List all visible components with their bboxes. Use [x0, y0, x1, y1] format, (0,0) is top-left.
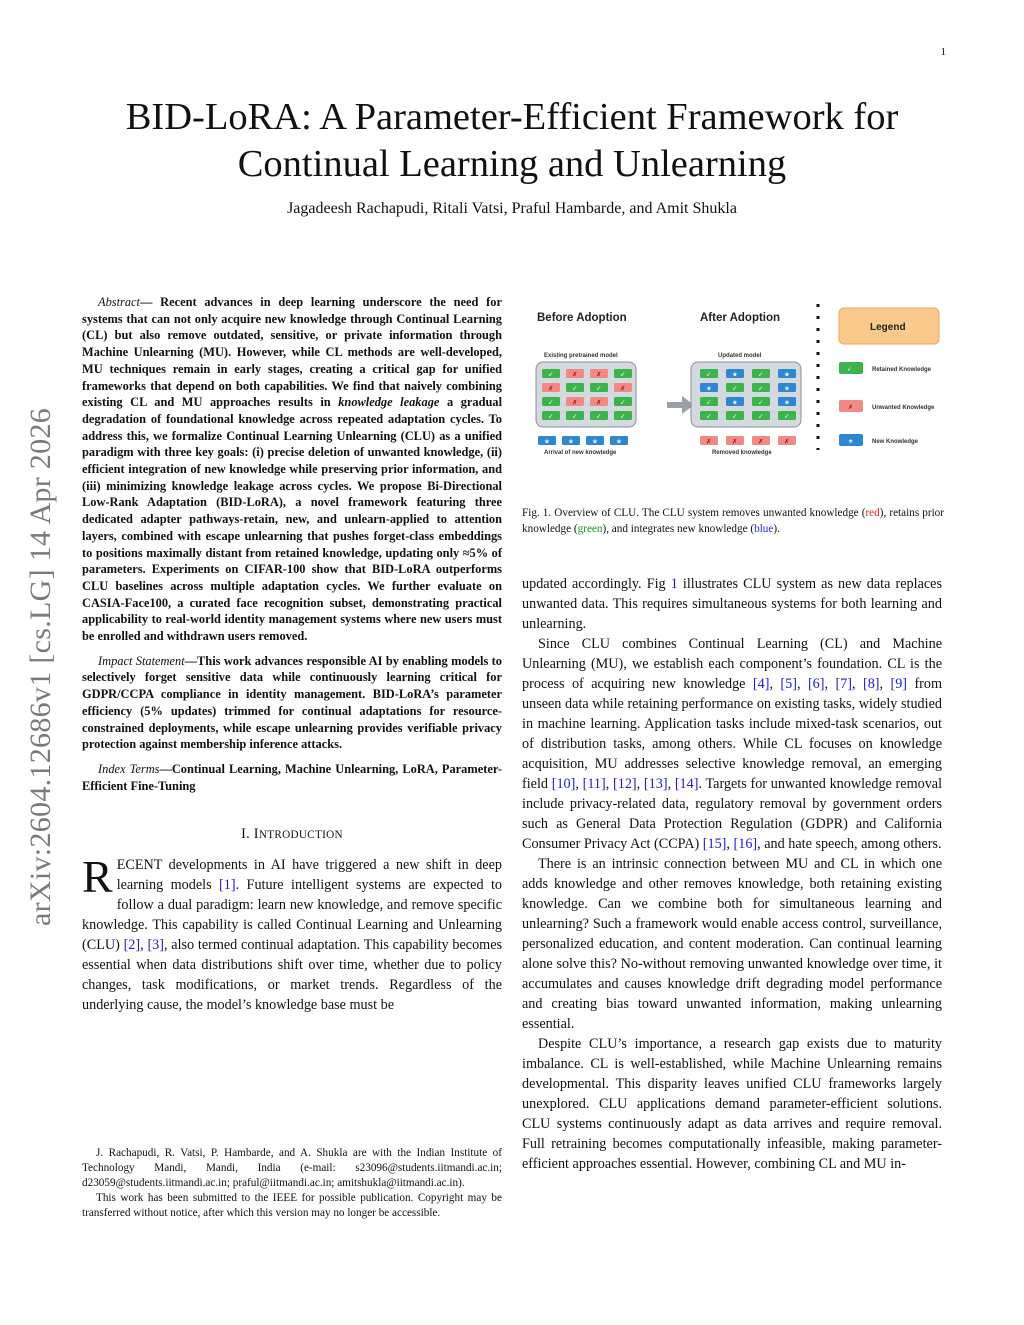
arrival-row — [538, 436, 628, 446]
right-paragraph-2: Since CLU combines Continual Learning (CL) and Machine Unlearning (MU), we establish each component’s foundation. CL is the process of acquiring new knowledge [4], [5], [6], [7], [8], [9] from unseen data while retaining performance on existing tasks, widely studied in machine learning. Application tasks include mixed-task scenarios, out of distribution tasks, among others. While CL focuses on knowledge acquisition, MU addresses selective knowledge removal, an emerging field [10], [11], [12], [13], [14]. Targets for unwanted knowledge removal include privacy-related data, regulatory removal by government orders such as General Data Protection Regulation (GDPR) and California Consumer Privacy Act (CCPA) [15], [16], and hate speech, among others. — [522, 636, 943, 852]
star-icon: ★ — [544, 437, 550, 446]
figure-1 — [522, 290, 946, 470]
removed-row — [700, 436, 796, 446]
page-number: 1 — [940, 46, 946, 58]
arrow-icon — [667, 396, 694, 414]
text: Since CLU combines Continual Learning (CL) and Machine Unlearning (MU), we establish each component’s foundation. CL is the process of acquiring new knowledge — [522, 636, 942, 692]
right-column — [522, 574, 942, 1174]
title-line-1: BID-LoRA: A Parameter-Efficient Framework for — [125, 96, 899, 138]
abstract — [82, 294, 502, 645]
footnote-copyright: This work has been submitted to the IEEE for possible publication. Copyright may be transferred without notice, after which this version may no longer be accessible. — [82, 1192, 502, 1219]
check-icon: ✓ — [620, 398, 626, 407]
footnote-affiliation: J. Rachapudi, R. Vatsi, P. Hambarde, and A. Shukla are with the Indian Institute of Technology Mandi, Mandi, India (e-mail: s23096@students.iitmandi.ac.in; d23059@students.iitmandi.ac.in; praful@iitmandi.ac.in; amitshukla@iitmandi.ac.in). — [82, 1147, 502, 1189]
star-icon: ★ — [732, 370, 738, 379]
check-icon: ✓ — [596, 412, 602, 421]
star-icon: ★ — [732, 398, 738, 407]
caption-text-1: Fig. 1. Overview of CLU. The CLU system removes unwanted knowledge ( — [522, 507, 866, 519]
caption-text-2: ), retains prior knowledge ( — [522, 507, 945, 535]
index-terms-lead: Index Terms — [98, 761, 160, 776]
citation-link[interactable]: [13] — [643, 776, 668, 792]
legend-title: Legend — [870, 322, 906, 333]
citation-link[interactable]: [16] — [733, 836, 758, 852]
check-icon: ✓ — [706, 370, 712, 379]
citation-link[interactable]: [10] — [551, 776, 576, 792]
abstract-body-2: a gradual degradation of foundational knowledge across repeated adaptation cycles. To address this, we formalize Continual Learning Unlearning (CLU) as a unified paradigm with three key goals: (i) precise deletion of unwanted knowledge, (ii) efficient integration of new knowledge while preserving prior information, and (iii) minimizing knowledge leakage across cycles. We propose Bi-Directional Low-Rank Adaptation (BID-LoRA), a novel framework featuring three dedicated adapter pathways-retain, new, and unlearn-applied to attention layers, combined with escape unlearning that pushes forget-class embeddings to positions maximally distant from retained knowledge, updating only ≈5% of parameters. Experiments on CIFAR-100 show that BID-LoRA outperforms CLU baselines across multiple adaptation cycles. We further evaluate on CASIA-Face100, a curated face recognition subset, demonstrating practical applicability to real-world identity management systems where new users must be enrolled and withdrawn users removed. — [82, 395, 503, 644]
cross-icon: ✗ — [596, 370, 602, 379]
citation-link[interactable]: [14] — [674, 776, 699, 792]
abstract-italic: knowledge leakage — [338, 395, 440, 410]
text: . Targets for unwanted knowledge removal include privacy-related data, regulatory removal by government orders such as General Data Protection Regulation (GDPR) and California Consumer Privacy Act (CCPA) — [522, 776, 943, 852]
star-icon: ★ — [848, 438, 854, 445]
star-icon: ★ — [784, 370, 790, 379]
citation-link[interactable]: [3] — [147, 937, 164, 954]
text: from unseen data while retaining performance on existing tasks, widely studied in machine learning. Application tasks include mixed-task scenarios, out of distribution tasks, among others. While CL focuses on knowledge acquisition, MU addresses selective knowledge removal, an emerging field — [522, 676, 943, 792]
title-line-2: Continual Learning and Unlearning — [237, 143, 787, 185]
star-icon: ★ — [784, 398, 790, 407]
footnote — [82, 1146, 502, 1221]
removed-label: Removed knowledge — [712, 450, 772, 456]
check-icon: ✓ — [548, 398, 554, 407]
star-icon: ★ — [784, 384, 790, 393]
caption-blue: blue — [754, 522, 774, 535]
check-icon: ✓ — [847, 366, 853, 373]
star-icon: ★ — [706, 384, 712, 393]
cross-icon: ✗ — [706, 437, 712, 446]
cross-icon: ✗ — [572, 370, 578, 379]
impact-statement — [82, 653, 502, 753]
drop-cap: R — [82, 851, 113, 903]
legend-new-label: New Knowledge — [872, 439, 919, 445]
existing-model-label: Existing pretrained model — [544, 353, 618, 359]
cross-icon: ✗ — [784, 437, 790, 446]
impact-body: —This work advances responsible AI by enabling models to selectively forget sensitive data while continuously learning critical for GDPR/CCPA compliance in identity management. BID-LoRA’s parameter efficiency (5% updates) trimmed for continual adaptations for resource-constrained deployments, while escape unlearning provides verifiable privacy protection against membership inference attacks. — [82, 653, 502, 752]
check-icon: ✓ — [758, 412, 764, 421]
caption-red: red — [865, 507, 880, 519]
check-icon: ✓ — [620, 370, 626, 379]
legend-retained-label: Retained Knowledge — [872, 367, 932, 373]
citation-link[interactable]: [4] — [752, 676, 770, 692]
citation-link[interactable]: [5] — [780, 676, 797, 692]
caption-text-4: ). — [773, 522, 780, 535]
citation-link[interactable]: [6] — [807, 676, 825, 692]
figure-caption — [522, 506, 944, 537]
citation-link[interactable]: [15] — [702, 836, 727, 852]
intro-text-4: , also termed continual adaptation. This capability becomes essential when data distributions shift over time, whether due to policy changes, task modifications, or market trends. Regardless of the underlying cause, the model’s knowledge base must be — [82, 937, 503, 1014]
figure-reference-link[interactable]: 1 — [670, 576, 678, 592]
section-title-rest: NTRODUCTION — [258, 829, 343, 842]
arxiv-identifier-text: arXiv:2604.12686v1 [cs.LG] 14 Apr 2026 — [24, 407, 57, 927]
section-first-letter: I — [253, 826, 259, 843]
check-icon: ✓ — [572, 412, 578, 421]
citation-link[interactable]: [1] — [219, 877, 236, 894]
clu-overview-diagram — [522, 290, 946, 470]
cross-icon: ✗ — [548, 384, 554, 393]
text: illustrates CLU system as new data replaces unwanted data. This requires simultaneous systems for both learning and unlearning. — [522, 576, 942, 632]
paper-title — [0, 94, 1024, 188]
citation-link[interactable]: [7] — [835, 676, 852, 692]
left-column — [82, 294, 502, 1015]
check-icon: ✓ — [758, 384, 764, 393]
intro-text-2: . Future intelligent systems are expected to follow a dual paradigm: learn new knowledge, and remove specific knowledge. This capability is called Continual Learning and Unlearning (CLU) — [82, 877, 503, 954]
arrival-label: Arrival of new knowledge — [544, 450, 617, 456]
caption-text-3: ), and integrates new knowledge ( — [602, 522, 755, 535]
intro-text-1: ECENT developments in AI have triggered a new shift in deep learning models — [116, 857, 502, 894]
right-paragraph-4: Despite CLU’s importance, a research gap exists due to maturity imbalance. CL is well-established, while Machine Unlearning remains developmental. This disparity leaves unified CLU frameworks largely unexplored. CLU applications demand parameter-efficient solutions. CLU systems continuously adapt as data arrives and require removal. Full retraining becomes computationally infeasible, making parameter-efficient approaches essential. However, combining CL and MU in- — [522, 1036, 942, 1172]
star-icon: ★ — [568, 437, 574, 446]
caption-green: green — [577, 522, 603, 535]
check-icon: ✓ — [620, 412, 626, 421]
check-icon: ✓ — [548, 370, 554, 379]
cross-icon: ✗ — [758, 437, 764, 446]
star-icon: ★ — [592, 437, 598, 446]
check-icon: ✓ — [572, 384, 578, 393]
cross-icon: ✗ — [572, 398, 578, 407]
cross-icon: ✗ — [596, 398, 602, 407]
check-icon: ✓ — [706, 398, 712, 407]
check-icon: ✓ — [758, 398, 764, 407]
check-icon: ✓ — [548, 412, 554, 421]
check-icon: ✓ — [784, 412, 790, 421]
abstract-lead: Abstract — [98, 295, 140, 309]
author-list: Jagadeesh Rachapudi, Ritali Vatsi, Praful Hambarde, and Amit Shukla — [287, 200, 737, 217]
legend-unwanted-label: Unwanted Knowledge — [872, 405, 935, 411]
arxiv-identifier — [8, 372, 74, 962]
section-heading-introduction — [82, 824, 502, 845]
check-icon: ✓ — [706, 412, 712, 421]
after-adoption-label: After Adoption — [700, 312, 781, 324]
citation-link[interactable]: [9] — [890, 676, 908, 692]
cross-icon: ✗ — [848, 404, 854, 411]
citation-link[interactable]: [11] — [582, 776, 606, 792]
text: , and hate speech, among others. — [757, 836, 942, 852]
check-icon: ✓ — [596, 384, 602, 393]
intro-text-3: , — [140, 937, 148, 954]
section-number: I. — [241, 826, 254, 843]
citation-link[interactable]: [12] — [613, 776, 637, 792]
index-terms — [82, 761, 502, 794]
index-terms-body: —Continual Learning, Machine Unlearning, LoRA, Parameter-Efficient Fine-Tuning — [82, 761, 502, 793]
citation-link[interactable]: [8] — [862, 676, 880, 692]
star-icon: ★ — [616, 437, 622, 446]
text: updated accordingly. Fig — [522, 576, 671, 592]
citation-link[interactable]: [2] — [123, 937, 141, 954]
check-icon: ✓ — [758, 370, 764, 379]
abstract-body: — Recent advances in deep learning underscore the need for systems that can not only acquire new knowledge through Continual Learning (CL) but also remove outdated, sensitive, or private information through Machine Unlearning (MU). However, while CL methods are well-developed, MU techniques remain in early stages, creating a critical gap for unified frameworks that depend on both capabilities. We find that naively combining existing CL and MU approaches results in — [82, 295, 502, 410]
cross-icon: ✗ — [620, 384, 626, 393]
cross-icon: ✗ — [732, 437, 738, 446]
check-icon: ✓ — [732, 412, 738, 421]
right-paragraph-1 — [522, 574, 942, 634]
check-icon: ✓ — [732, 384, 738, 393]
before-adoption-label: Before Adoption — [537, 312, 627, 324]
intro-paragraph — [82, 851, 503, 1015]
updated-model-label: Updated model — [718, 353, 762, 359]
impact-lead: Impact Statement — [98, 653, 185, 668]
right-paragraph-3: There is an intrinsic connection between MU and CL in which one adds knowledge and other removes knowledge, both retaining existing knowledge. Can we combine both for simultaneous learning and unlearning? Such a framework would enable access control, surveillance, personalized education, and content moderation. Can continual learning alone solve this? No-without removing unwanted knowledge over time, it accumulates and causes knowledge drift degrading model performance and creating bias toward unwanted information, making unlearning essential. — [522, 856, 942, 1032]
